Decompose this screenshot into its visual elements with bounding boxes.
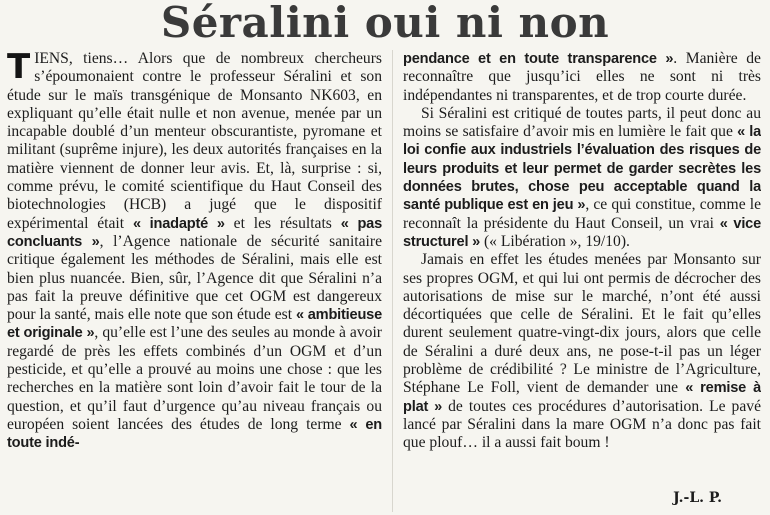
text-run: , ce qui constitue, comme le reconnaît la présidente du Haut Conseil, un vrai — [403, 196, 761, 232]
quote-independance-start: « en toute indé- — [7, 416, 382, 452]
text-run: et les résultats — [224, 214, 341, 232]
paragraph-3 — [403, 251, 761, 452]
article-column-right — [403, 50, 761, 512]
headline: Séralini oui ni non — [160, 0, 610, 47]
text-run: , l’Agence nationale de sécurité sanitaire critique également les méthodes de Séralini, mais elle est bien plus nuancée. Bien, sûr, l’Agence dit que Séralini n’a pas fait la preuve définitive que cet OGM est dangereux pour la santé, mais elle note que son étude est — [7, 232, 382, 324]
text-run: IENS, tiens… Alors que de nombreux chercheurs s’époumonaient contre le professeur Séralini et son étude sur le maïs transgénique de Monsanto NK603, en expliquant qu’elle était nulle et non avenue, menée par un incapable doublé d’un menteur obscurantiste, pyromane et militant (suprême injure), les deux autorités françaises en la matière viennent de donner leur avis. Et, là, surprise : si, comme prévu, le comité scientifique du Haut Conseil des biotechnologies (HCB) a jugé que le dispositif expérimental était — [7, 50, 382, 232]
text-run: de toutes ces procédures d’autorisation. Le pavé lancé par Séralini dans la mare OGM n’a donc pas fait que plouf… il a aussi fait boum ! — [403, 397, 761, 452]
column-divider — [392, 50, 393, 512]
author-signature: J.-L. P. — [673, 490, 722, 506]
quote-loi: « la loi confie aux industriels l’évaluation des risques de leurs produits et leur permet de garder secrètes les données brutes, chose peu acceptable quand la santé publique est en jeu » — [403, 124, 761, 214]
article-column-left — [7, 50, 382, 512]
paragraph-1 — [7, 50, 382, 453]
quote-vice-structurel: « vice structurel » — [403, 215, 761, 250]
quote-pas-concluants: « pas concluants » — [7, 215, 382, 250]
text-run: , qu’elle est l’une des seules au monde à avoir regardé de près les effets combinés d’un OGM et d’un pesticide, et qu’elle a prouvé au moins une chose : que les recherches en la matière sont loin d’avoir fait le tour de la question, et qu’il faut d’urgence qu’au niveau français ou européen soient lancées des études de long terme — [7, 324, 382, 433]
text-run: Jamais en effet les études menées par Monsanto sur ses propres OGM, et qui lui ont permis de décrocher des autorisations de mise sur le marché, n’ont été aussi décortiquées que celle de Séralini. Et le fait qu’elles durent seulement quatre-vingt-dix jours, alors que celle de Séralini a duré deux ans, ne pose-t-il pas un léger problème de crédibilité ? Le ministre de l’Agriculture, Stéphane Le Foll, vient de demander une — [403, 251, 761, 397]
paragraph-1-cont — [403, 50, 761, 105]
paragraph-2 — [403, 105, 761, 251]
text-run: (« Libération », 19/10). — [480, 232, 630, 250]
text-run: Si Séralini est critiqué de toutes parts, il peut donc au moins se satisfaire d’avoir mis en lumière le fait que — [403, 104, 761, 141]
quote-ambitieuse: « ambitieuse et originale » — [7, 307, 382, 342]
quote-independance-end: pendance et en toute transparence » — [403, 51, 674, 67]
quote-inadapte: « inadapté » — [132, 215, 225, 232]
quote-remise-a-plat: « remise à plat » — [403, 380, 761, 415]
drop-cap: T — [7, 50, 31, 87]
text-run: . Manière de reconnaître que jusqu’ici elles ne sont ni très indépendantes ni transparentes, et de trop courte durée. — [403, 50, 761, 104]
